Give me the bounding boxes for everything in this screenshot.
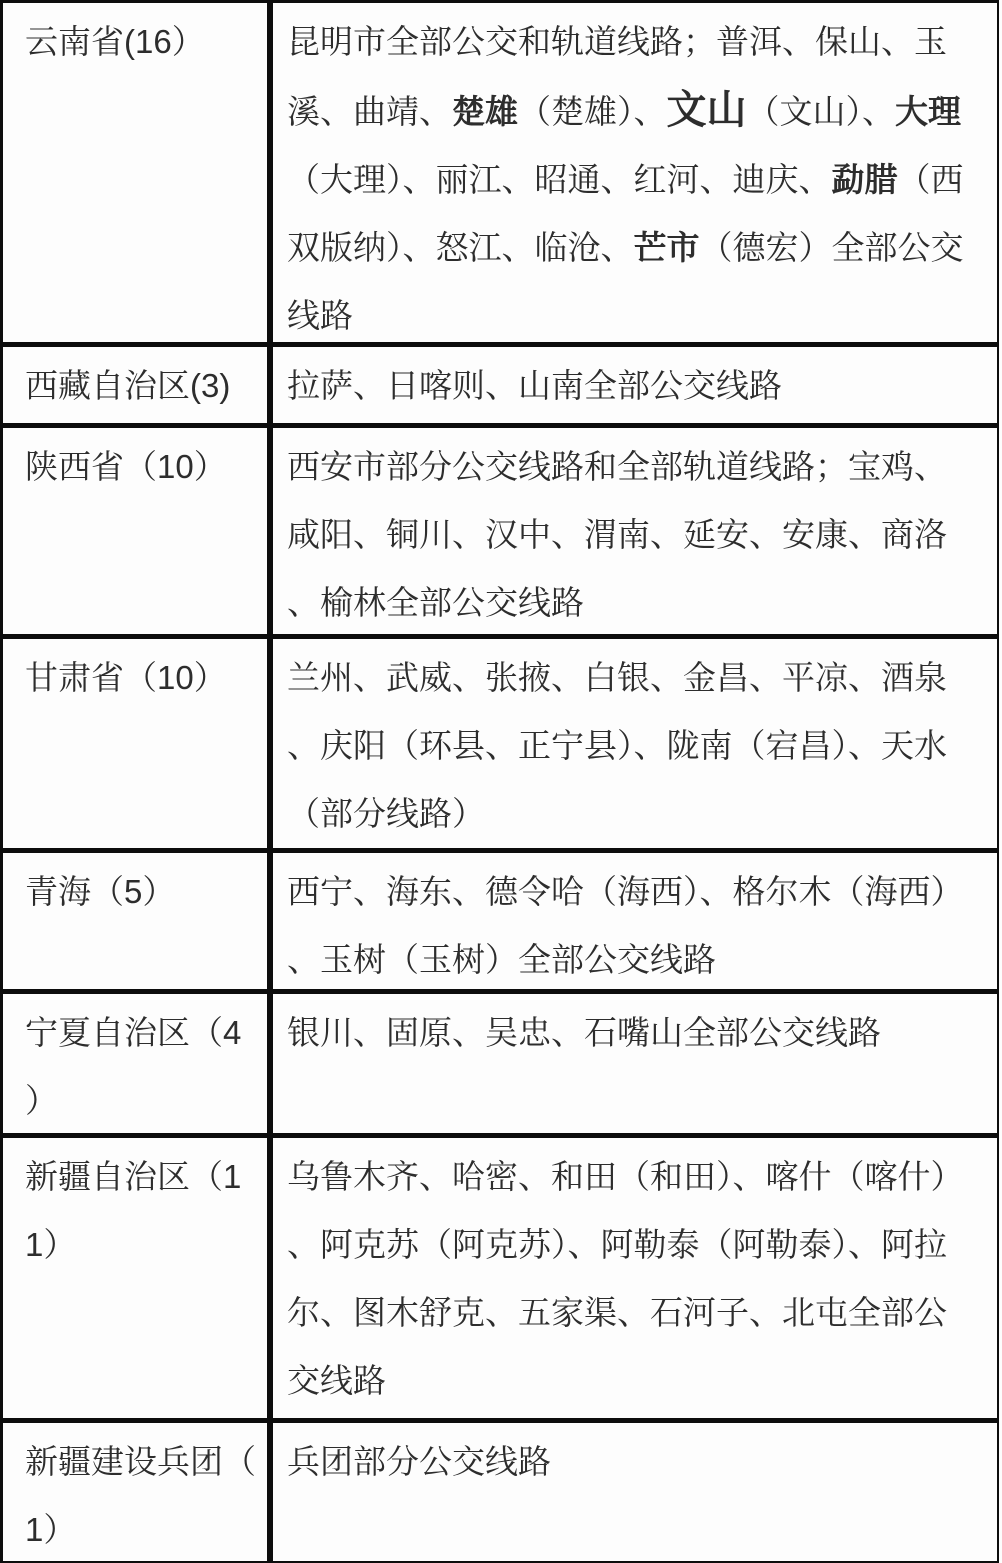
description-text: 西宁、海东、德令哈（海西）、格尔木（海西）、玉树（玉树）全部公交线路	[287, 873, 947, 978]
province-cell: 陕西省（10）	[3, 428, 273, 634]
description-text: 银川、固原、吴忠、石嘴山全部公交线路	[287, 1014, 881, 1051]
description-text: 兵团部分公交线路	[287, 1443, 551, 1480]
city-name-bold: 勐腊	[831, 161, 898, 198]
description-text: 拉萨、日喀则、山南全部公交线路	[287, 367, 782, 404]
table-row	[3, 639, 997, 853]
city-name-bold: 芒市	[633, 229, 700, 266]
description-text: 西安市部分公交线路和全部轨道线路；宝鸡、咸阳、铜川、汉中、渭南、延安、安康、商洛、榆林全部公交线路	[287, 448, 947, 621]
table-row	[3, 428, 997, 639]
description-cell	[273, 1423, 997, 1562]
description-text: （德宏）全部公交线路	[287, 229, 964, 334]
description-cell	[273, 1138, 997, 1418]
province-cell: 西藏自治区(3)	[3, 347, 273, 423]
description-cell	[273, 3, 997, 342]
table-row	[3, 1423, 997, 1562]
description-cell	[273, 853, 997, 989]
description-text: 乌鲁木齐、哈密、和田（和田）、喀什（喀什）、阿克苏（阿克苏）、阿勒泰（阿勒泰）、阿拉尔、图木舒克、五家渠、石河子、北屯全部公交线路	[287, 1158, 947, 1399]
description-text: 昆明市全部公交和轨道线路；普洱、保山、玉溪、曲靖、	[287, 23, 947, 130]
description-text: （西双版纳）、怒江、临沧、	[287, 161, 964, 266]
description-text: （大理）、丽江、昭通、红河、迪庆、	[287, 161, 832, 198]
description-cell	[273, 428, 997, 634]
city-name-bold: 大理	[895, 93, 961, 130]
province-cell: 青海（5）	[3, 853, 273, 989]
province-cell: 新疆建设兵团（1）	[3, 1423, 273, 1562]
table-row	[3, 853, 997, 994]
province-cell: 云南省(16）	[3, 3, 273, 342]
description-cell	[273, 994, 997, 1133]
city-name-bold: 楚雄	[452, 93, 518, 130]
description-text: （文山）、	[746, 93, 895, 130]
description-cell	[273, 639, 997, 848]
province-cell: 甘肃省（10）	[3, 639, 273, 848]
description-cell	[273, 347, 997, 423]
description-text: 兰州、武威、张掖、白银、金昌、平凉、酒泉、庆阳（环县、正宁县）、陇南（宕昌）、天水（部分线路）	[287, 659, 947, 832]
table-row	[3, 1138, 997, 1423]
province-cell: 宁夏自治区（4）	[3, 994, 273, 1133]
table-row	[3, 994, 997, 1138]
table-row	[3, 347, 997, 428]
description-text: （楚雄）、	[518, 93, 667, 130]
table-row	[3, 3, 997, 347]
city-name-bold: 文山	[666, 88, 747, 132]
province-cell: 新疆自治区（11）	[3, 1138, 273, 1418]
